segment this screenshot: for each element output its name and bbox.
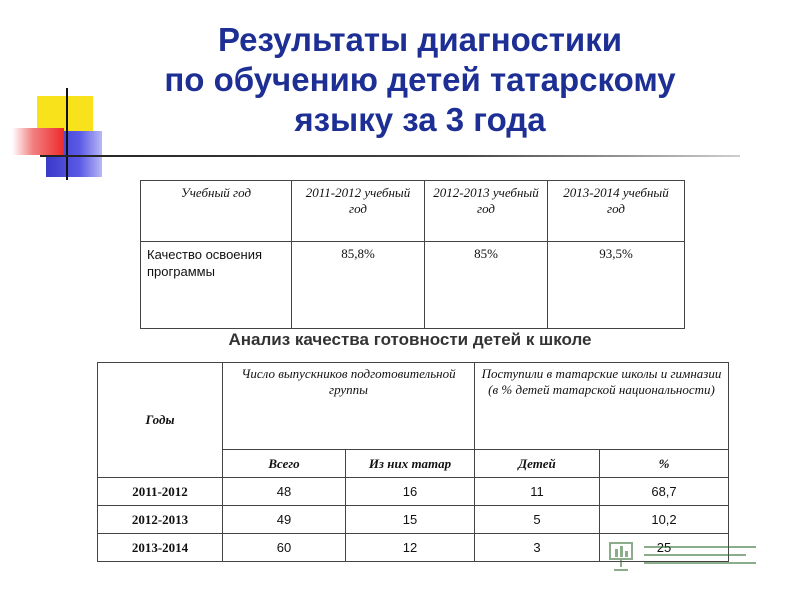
header-cell-graduates: Число выпускников подготовительной группы (223, 363, 475, 450)
table-header-row (98, 363, 729, 450)
header-cell-years: Годы (98, 363, 223, 478)
header-cell-admitted: Поступили в татарские школы и гимназии (в % детей татарской национальности) (475, 363, 729, 450)
value-cell: 85% (425, 242, 548, 329)
header-cell-year: Учебный год (141, 181, 292, 242)
subheader-cell-children: Детей (475, 450, 600, 478)
title-line-2: по обучению детей татарскому (164, 61, 676, 98)
title-line-3: языку за 3 года (294, 101, 546, 138)
title-line-1: Результаты диагностики (217, 21, 622, 58)
year-cell: 2012-2013 (98, 506, 223, 534)
row-label: Качество освоения программы (141, 242, 292, 329)
page-title (120, 20, 720, 140)
header-cell-2011-2012: 2011-2012 учебный год (292, 181, 425, 242)
table-row (98, 506, 729, 534)
school-readiness-table (97, 362, 729, 562)
percent-cell: 68,7 (600, 478, 729, 506)
decor-horizontal-line (40, 155, 740, 157)
value-cell: 85,8% (292, 242, 425, 329)
header-cell-2012-2013: 2012-2013 учебный год (425, 181, 548, 242)
decor-red-bar (12, 128, 64, 155)
table-row (141, 242, 685, 329)
children-cell: 11 (475, 478, 600, 506)
total-cell: 48 (223, 478, 346, 506)
header-cell-2013-2014: 2013-2014 учебный год (548, 181, 685, 242)
percent-cell: 25 (600, 534, 729, 562)
children-cell: 3 (475, 534, 600, 562)
presentation-watermark-icon (606, 537, 766, 573)
year-cell: 2013-2014 (98, 534, 223, 562)
total-cell: 60 (223, 534, 346, 562)
subheader-cell-total: Всего (223, 450, 346, 478)
tatar-cell: 15 (346, 506, 475, 534)
subheader-cell-tatar: Из них татар (346, 450, 475, 478)
value-cell: 93,5% (548, 242, 685, 329)
total-cell: 49 (223, 506, 346, 534)
tatar-cell: 12 (346, 534, 475, 562)
table-row (98, 478, 729, 506)
decor-vertical-line (66, 88, 68, 180)
children-cell: 5 (475, 506, 600, 534)
year-cell: 2011-2012 (98, 478, 223, 506)
percent-cell: 10,2 (600, 506, 729, 534)
tatar-cell: 16 (346, 478, 475, 506)
section-subtitle: Анализ качества готовности детей к школе (228, 330, 592, 349)
language-results-table (140, 180, 685, 329)
subheader-cell-percent: % (600, 450, 729, 478)
table-header-row (141, 181, 685, 242)
